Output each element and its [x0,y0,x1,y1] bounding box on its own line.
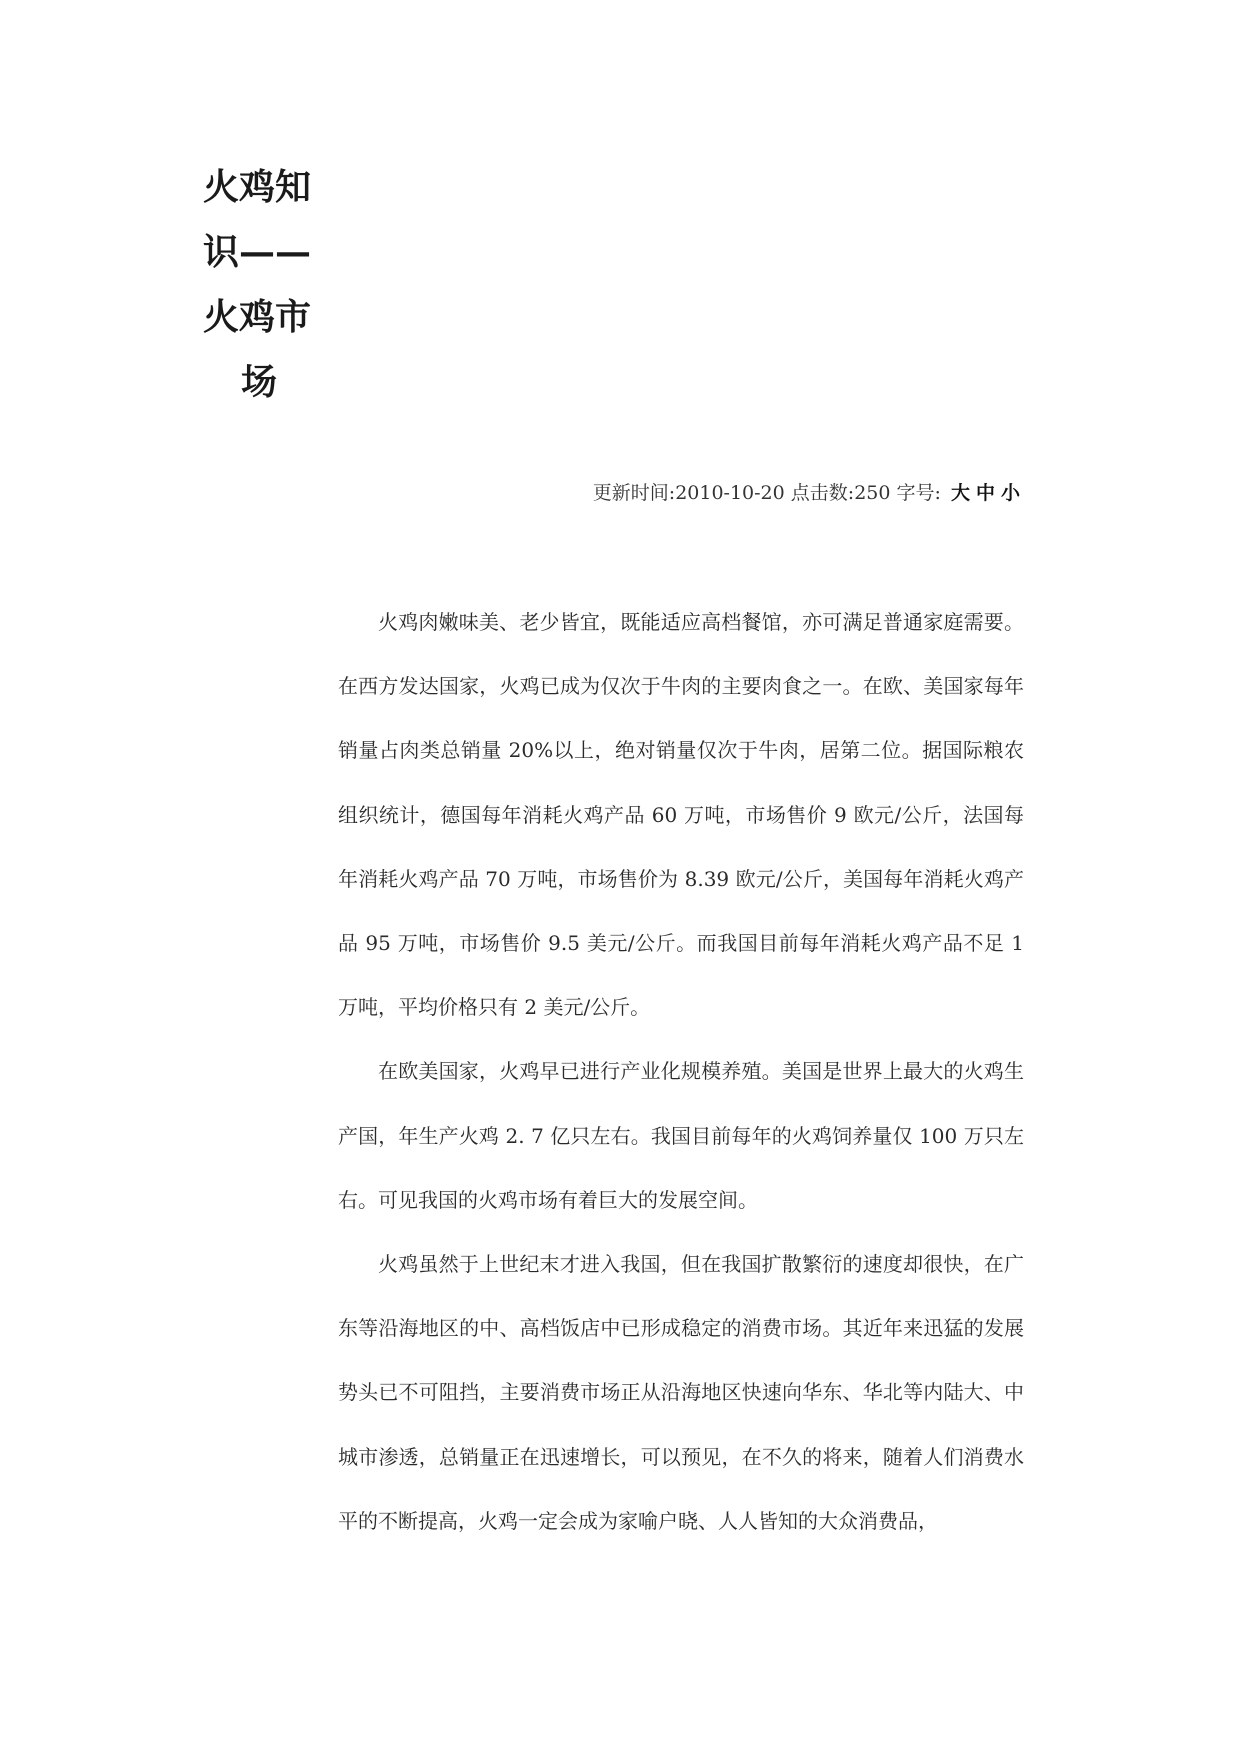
hits-label: 点击数: [790,482,855,504]
article-body [338,590,1024,1553]
article-paragraph-2: 在欧美国家，火鸡早已进行产业化规模养殖。美国是世界上最大的火鸡生产国，年生产火鸡 2. 7 亿只左右。我国目前每年的火鸡饲养量仅 100 万只左右。可见我国的火鸡市场有着巨大的发展空间。 [338,1059,1024,1212]
update-date: 2010-10-20 [675,482,785,504]
font-size-label: 字号: [896,482,941,504]
font-size-large-link[interactable]: 大 [950,482,972,504]
font-size-medium-link[interactable]: 中 [975,482,997,504]
title-line-1: 火鸡知 [203,166,312,208]
title-line-4: 场 [241,361,278,403]
article-title [203,155,323,415]
title-line-2: 识—— [203,231,312,273]
font-size-small-link[interactable]: 小 [1000,482,1022,504]
article-paragraph-1: 火鸡肉嫩味美、老少皆宜，既能适应高档餐馆，亦可满足普通家庭需要。在西方发达国家，火鸡已成为仅次于牛肉的主要肉食之一。在欧、美国家每年销量占肉类总销量 20%以上，绝对销量仅次于牛肉，居第二位。据国际粮农组织统计，德国每年消耗火鸡产品 60 万吨，市场售价 9 欧元/公斤，法国每年消耗火鸡产品 70 万吨，市场售价为 8.39 欧元/公斤，美国每年消耗火鸡产品 95 万吨，市场售价 9.5 美元/公斤。而我国目前每年消耗火鸡产品不足 1 万吨，平均价格只有 2 美元/公斤。 [338,610,1024,1020]
article-meta [593,478,1022,508]
update-time-label: 更新时间: [592,482,676,504]
hits-count: 250 [854,482,891,504]
title-line-3: 火鸡市 [203,296,312,338]
article-paragraph-3: 火鸡虽然于上世纪末才进入我国，但在我国扩散繁衍的速度却很快，在广东等沿海地区的中、高档饭店中已形成稳定的消费市场。其近年来迅猛的发展势头已不可阻挡，主要消费市场正从沿海地区快速向华东、华北等内陆大、中城市渗透，总销量正在迅速增长，可以预见，在不久的将来，随着人们消费水平的不断提高，火鸡一定会成为家喻户晓、人人皆知的大众消费品， [338,1252,1024,1533]
